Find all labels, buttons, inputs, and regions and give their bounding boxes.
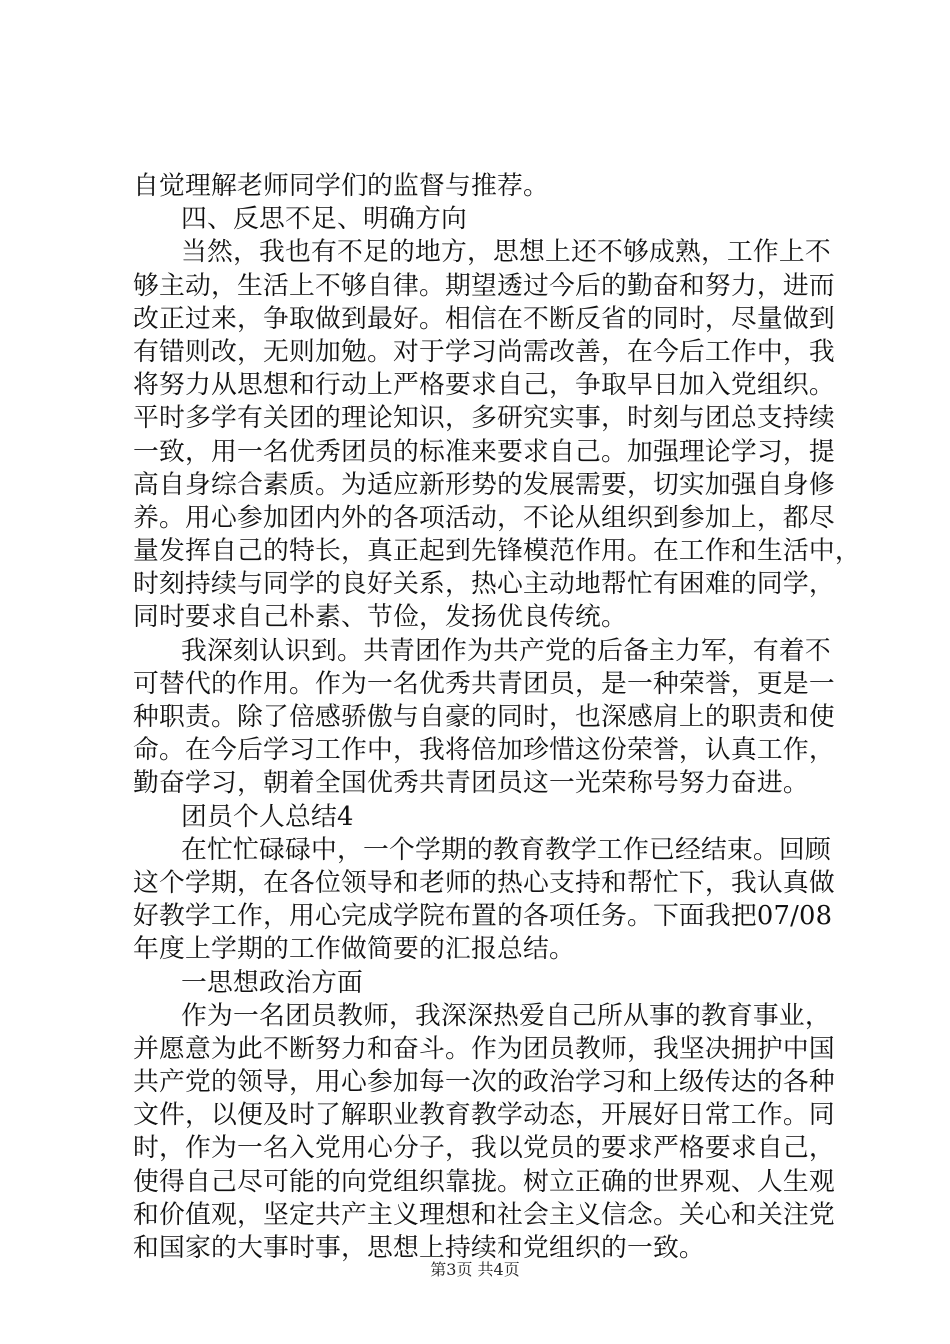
text-line: 有错则改，无则加勉。对于学习尚需改善，在今后工作中，我	[133, 336, 835, 367]
text-line: 使得自己尽可能的向党组织靠拢。树立正确的世界观、人生观	[133, 1166, 835, 1197]
text-line: 共产党的领导，用心参加每一次的政治学习和上级传达的各种	[133, 1067, 835, 1098]
text-line: 我深刻认识到。共青团作为共产党的后备主力军，有着不	[181, 635, 831, 666]
text-line: 时刻持续与同学的良好关系，热心主动地帮忙有困难的同学，	[133, 569, 835, 600]
text-line: 种职责。除了倍感骄傲与自豪的同时，也深感肩上的职责和使	[133, 702, 835, 732]
text-line: 团员个人总结4	[181, 801, 354, 832]
text-line: 改正过来，争取做到最好。相信在不断反省的同时，尽量做到	[133, 303, 835, 334]
text-line: 量发挥自己的特长，真正起到先锋模范作用。在工作和生活中，	[133, 536, 861, 567]
text-line: 将努力从思想和行动上严格要求自己，争取早日加入党组织。	[133, 370, 835, 401]
text-line: 和国家的大事时事，思想上持续和党组织的一致。	[133, 1233, 705, 1263]
text-line: 可替代的作用。作为一名优秀共青团员，是一种荣誉，更是一	[133, 668, 835, 699]
text-line: 勤奋学习，朝着全国优秀共青团员这一光荣称号努力奋进。	[133, 768, 809, 799]
text-line: 平时多学有关团的理论知识，多研究实事，时刻与团总支持续	[133, 403, 835, 434]
text-line: 同时要求自己朴素、节俭，发扬优良传统。	[133, 602, 627, 633]
text-line: 当然，我也有不足的地方，思想上还不够成熟，工作上不	[181, 237, 831, 268]
text-line: 命。在今后学习工作中，我将倍加珍惜这份荣誉，认真工作，	[133, 735, 835, 766]
text-line: 好教学工作，用心完成学院布置的各项任务。下面我把07/08	[133, 901, 833, 932]
text-line: 作为一名团员教师，我深深热爱自己所从事的教育事业，	[181, 1000, 831, 1031]
text-line: 年度上学期的工作做简要的汇报总结。	[133, 934, 575, 965]
text-line: 文件，以便及时了解职业教育教学动态，开展好日常工作。同	[133, 1100, 835, 1131]
text-line: 高自身综合素质。为适应新形势的发展需要，切实加强自身修	[133, 469, 835, 500]
page-footer-pagination: 第3页 共4页	[430, 1260, 520, 1279]
text-line: 一致，用一名优秀团员的标准来要求自己。加强理论学习，提	[133, 436, 835, 467]
text-line: 够主动，生活上不够自律。期望透过今后的勤奋和努力，进而	[133, 270, 835, 301]
text-line: 四、反思不足、明确方向	[181, 204, 467, 235]
text-line: 养。用心参加团内外的各项活动，不论从组织到参加上，都尽	[133, 502, 835, 533]
text-line: 自觉理解老师同学们的监督与推荐。	[133, 171, 549, 201]
text-line: 和价值观，坚定共产主义理想和社会主义信念。关心和关注党	[133, 1199, 835, 1230]
text-line: 一思想政治方面	[181, 967, 363, 998]
document-body	[133, 170, 861, 1265]
text-line: 并愿意为此不断努力和奋斗。作为团员教师，我坚决拥护中国	[133, 1033, 835, 1064]
text-line: 这个学期，在各位领导和老师的热心支持和帮忙下，我认真做	[133, 867, 835, 898]
text-line: 时，作为一名入党用心分子，我以党员的要求严格要求自己，	[133, 1133, 835, 1164]
text-line: 在忙忙碌碌中，一个学期的教育教学工作已经结束。回顾	[181, 834, 831, 865]
